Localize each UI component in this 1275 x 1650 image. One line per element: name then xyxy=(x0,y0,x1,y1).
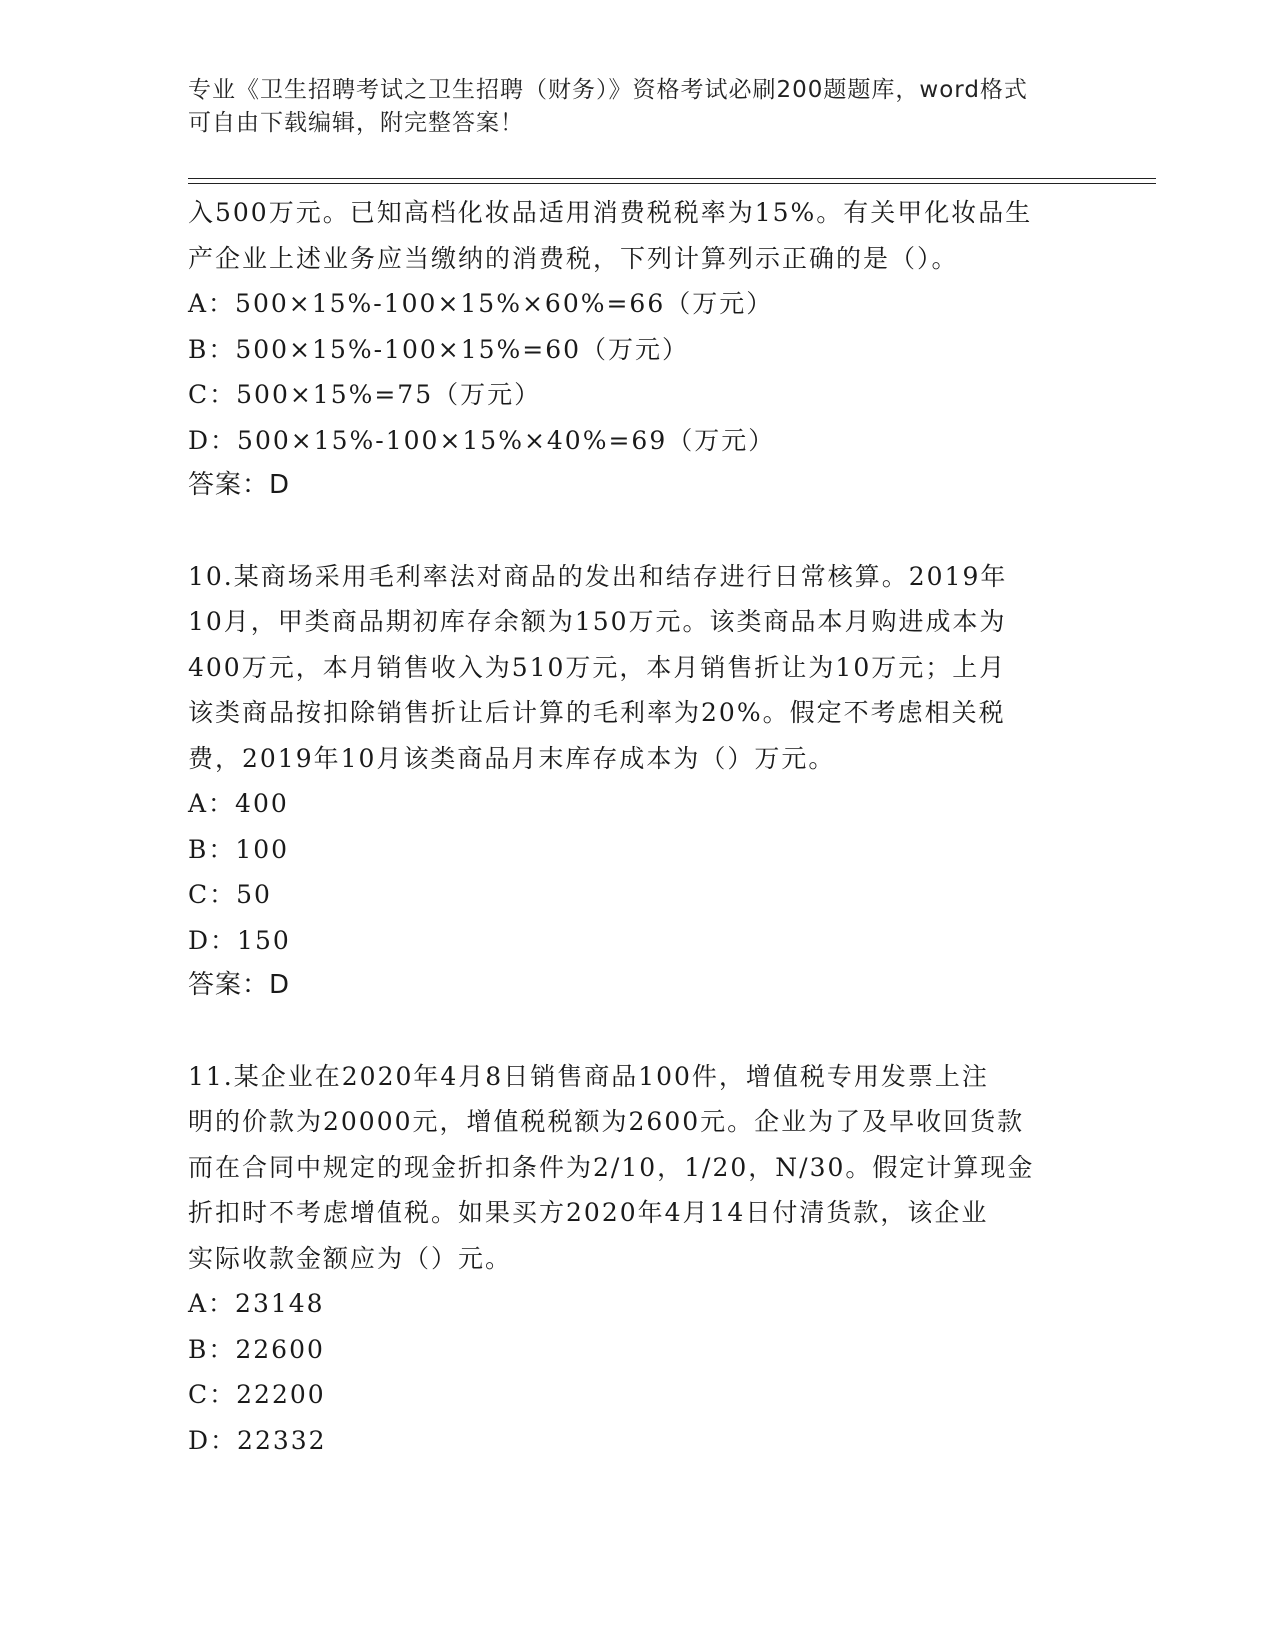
option-b: B：22600 xyxy=(188,1334,325,1364)
option-b: B：100 xyxy=(188,834,290,864)
option-c: C：500×15%=75（万元） xyxy=(188,380,542,409)
question-spacer xyxy=(188,509,1088,554)
question-text-line: 入500万元。已知高档化妆品适用消费税税率为15%。有关甲化妆品生 xyxy=(188,198,1033,227)
option-a: A：400 xyxy=(188,789,289,818)
answer-label: 答案：D xyxy=(188,970,291,1000)
question-10 xyxy=(188,554,1088,1009)
question-text-line: 实际收款金额应为（）元。 xyxy=(188,1243,513,1273)
question-text-line: 产企业上述业务应当缴纳的消费税，下列计算列示正确的是（）。 xyxy=(188,243,959,273)
header-divider-bottom xyxy=(188,183,1156,184)
question-11 xyxy=(188,1054,1088,1464)
question-spacer xyxy=(188,1009,1088,1054)
option-a: A：500×15%-100×15%×60%=66（万元） xyxy=(188,289,774,318)
question-content xyxy=(188,190,1088,1463)
question-text-line: 10月，甲类商品期初库存余额为150万元。该类商品本月购进成本为 xyxy=(188,607,1007,636)
question-text-line: 该类商品按扣除销售折让后计算的毛利率为20%。假定不考虑相关税 xyxy=(188,698,1006,727)
question-text-line: 而在合同中规定的现金折扣条件为2/10，1/20，N/30。假定计算现金 xyxy=(188,1152,1035,1182)
question-text-line: 明的价款为20000元，增值税税额为2600元。企业为了及早收回货款 xyxy=(188,1107,1025,1136)
option-c: C：22200 xyxy=(188,1380,326,1409)
header-divider-top xyxy=(188,178,1156,179)
question-text-line: 费，2019年10月该类商品月末库存成本为（）万元。 xyxy=(188,743,836,773)
question-text-line: 400万元，本月销售收入为510万元，本月销售折让为10万元；上月 xyxy=(188,652,1007,682)
option-b: B：500×15%-100×15%=60（万元） xyxy=(188,334,690,364)
question-text-line: 11.某企业在2020年4月8日销售商品100件，增值税专用发票上注 xyxy=(188,1061,989,1091)
question-9 xyxy=(188,190,1088,509)
question-text-line: 10.某商场采用毛利率法对商品的发出和结存进行日常核算。2019年 xyxy=(188,561,1008,591)
option-c: C：50 xyxy=(188,880,272,909)
option-a: A：23148 xyxy=(188,1289,325,1318)
header-title-line-2: 可自由下载编辑，附完整答案！ xyxy=(188,110,524,136)
document-header xyxy=(188,74,1088,140)
option-d: D：22332 xyxy=(188,1425,327,1455)
option-d: D：150 xyxy=(188,925,291,955)
option-d: D：500×15%-100×15%×40%=69（万元） xyxy=(188,425,776,455)
question-text-line: 折扣时不考虑增值税。如果买方2020年4月14日付清货款，该企业 xyxy=(188,1198,989,1227)
answer-label: 答案：D xyxy=(188,470,291,500)
header-title-line-1: 专业《卫生招聘考试之卫生招聘（财务）》资格考试必刷200题题库，word格式 xyxy=(188,77,1028,103)
